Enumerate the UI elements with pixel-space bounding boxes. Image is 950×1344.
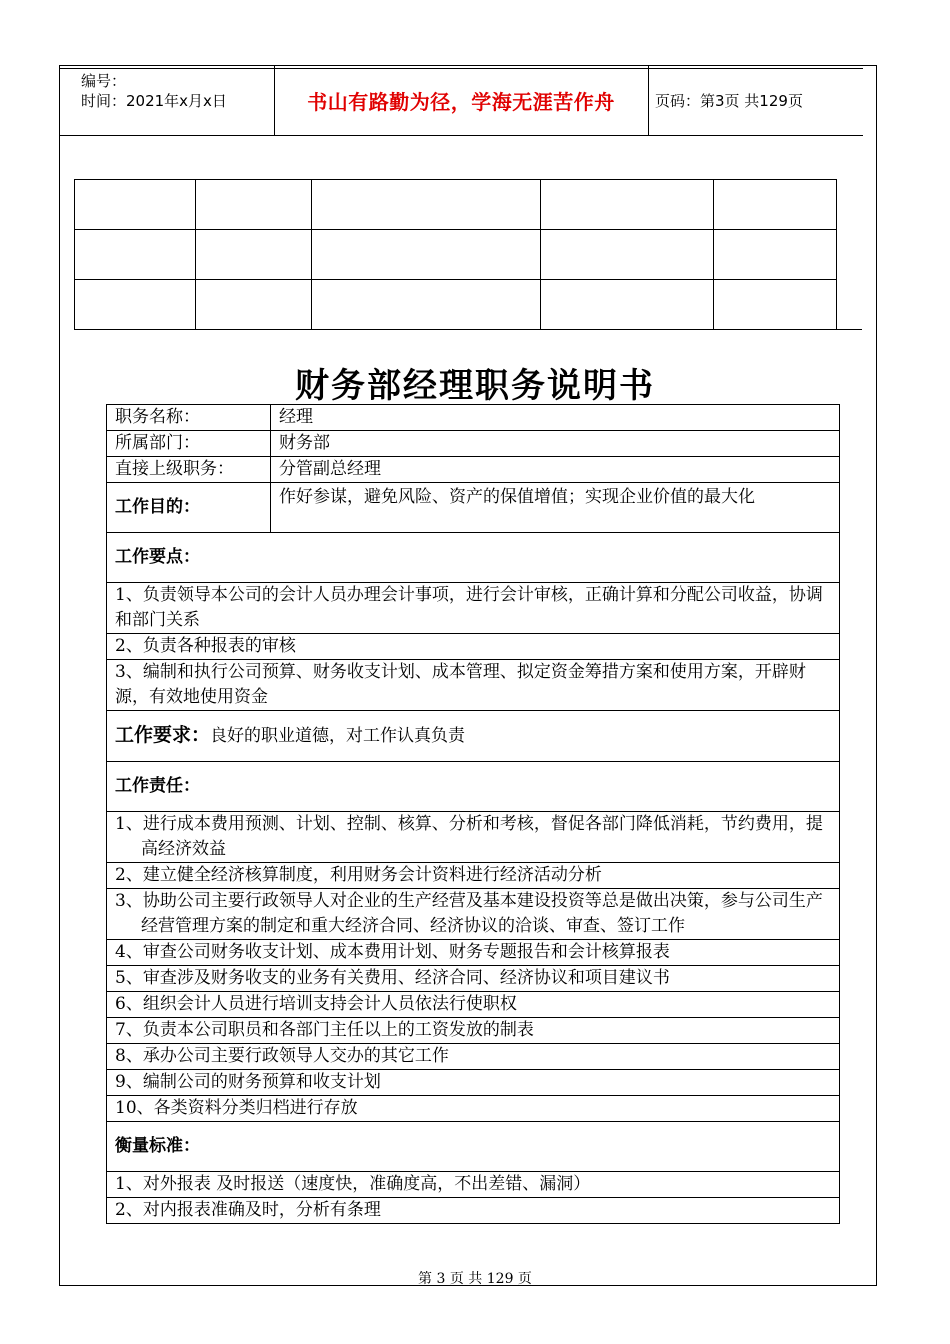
grid-cell [75, 230, 196, 280]
grid-rule-extension [835, 329, 862, 330]
header-divider [648, 65, 649, 136]
page-header [59, 65, 863, 136]
list-item [107, 1070, 840, 1096]
list-item [107, 812, 840, 863]
grid-cell [196, 280, 312, 330]
grid-cell [541, 180, 714, 230]
table-row [107, 431, 840, 457]
duty-2: 2、建立健全经济核算制度，利用财务会计资料进行经济活动分析 [107, 863, 840, 889]
duty-10: 10、各类资料分类归档进行存放 [107, 1096, 840, 1122]
duty-3: 3、协助公司主要行政领导人对企业的生产经营及基本建设投资等总是做出决策，参与公司生产经营管理方案的制定和重大经济合同、经济协议的洽谈、审查、签订工作 [107, 889, 840, 940]
grid-cell [75, 180, 196, 230]
duty-1: 1、进行成本费用预测、计划、控制、核算、分析和考核，督促各部门降低消耗，节约费用，提高经济效益 [107, 812, 840, 863]
key-point-1: 1、负责领导本公司的会计人员办理会计事项，进行会计审核，正确计算和分配公司收益，协调和部门关系 [107, 583, 840, 634]
table-row [107, 405, 840, 431]
list-item [107, 1044, 840, 1070]
list-item [107, 1018, 840, 1044]
list-item [107, 966, 840, 992]
grid-cell [196, 230, 312, 280]
duty-8: 8、承办公司主要行政领导人交办的其它工作 [107, 1044, 840, 1070]
duty-9: 9、编制公司的财务预算和收支计划 [107, 1070, 840, 1096]
list-item [107, 583, 840, 634]
duty-4: 4、审查公司财务收支计划、成本费用计划、财务专题报告和会计核算报表 [107, 940, 840, 966]
purpose-value: 作好参谋，避免风险、资产的保值增值；实现企业价值的最大化 [271, 483, 840, 533]
grid-cell [196, 180, 312, 230]
grid-cell [541, 280, 714, 330]
table-row [107, 1122, 840, 1172]
header-motto: 书山有路勤为径，学海无涯苦作舟 [307, 90, 615, 114]
list-item [107, 1172, 840, 1198]
table-row [107, 483, 840, 533]
position-label: 职务名称： [107, 405, 271, 431]
header-meta [81, 71, 227, 111]
position-value: 经理 [271, 405, 840, 431]
header-page-info: 页码：第3页 共129页 [655, 92, 803, 110]
superior-value: 分管副总经理 [271, 457, 840, 483]
grid-cell [714, 230, 837, 280]
table-row [107, 457, 840, 483]
doc-number-label: 编号： [81, 72, 127, 90]
list-item [107, 660, 840, 711]
duties-heading: 工作责任： [107, 762, 840, 812]
dept-value: 财务部 [271, 431, 840, 457]
grid-cell [312, 230, 541, 280]
superior-label: 直接上级职务： [107, 457, 271, 483]
duty-5: 5、审查涉及财务收支的业务有关费用、经济合同、经济协议和项目建议书 [107, 966, 840, 992]
grid-cell [75, 280, 196, 330]
standard-1: 1、对外报表 及时报送（速度快，准确度高，不出差错、漏洞） [107, 1172, 840, 1198]
grid-cell [714, 180, 837, 230]
page-footer: 第 3 页 共 129 页 [418, 1271, 532, 1287]
grid-cell [714, 280, 837, 330]
requirements-text: 良好的职业道德，对工作认真负责 [210, 726, 466, 746]
list-item [107, 992, 840, 1018]
table-row [107, 533, 840, 583]
job-description-table [106, 404, 840, 1224]
dept-label: 所属部门： [107, 431, 271, 457]
duty-6: 6、组织会计人员进行培训支持会计人员依法行使职权 [107, 992, 840, 1018]
standards-heading: 衡量标准： [107, 1122, 840, 1172]
blank-grid-table [74, 179, 837, 330]
grid-cell [541, 230, 714, 280]
list-item [107, 889, 840, 940]
key-point-2: 2、负责各种报表的审核 [107, 634, 840, 660]
requirements-heading: 工作要求： [115, 724, 211, 746]
grid-cell [312, 180, 541, 230]
key-point-3: 3、编制和执行公司预算、财务收支计划、成本管理、拟定资金筹措方案和使用方案，开辟财源，有效地使用资金 [107, 660, 840, 711]
document-title: 财务部经理职务说明书 [295, 366, 655, 406]
key-points-heading: 工作要点： [107, 533, 840, 583]
list-item [107, 940, 840, 966]
list-item [107, 634, 840, 660]
doc-time: 时间：2021年x月x日 [81, 92, 227, 110]
table-row [107, 762, 840, 812]
table-row [107, 711, 840, 762]
grid-cell [312, 280, 541, 330]
list-item [107, 1096, 840, 1122]
purpose-label: 工作目的： [107, 483, 271, 533]
standard-2: 2、对内报表准确及时，分析有条理 [107, 1198, 840, 1224]
list-item [107, 1198, 840, 1224]
duty-7: 7、负责本公司职员和各部门主任以上的工资发放的制表 [107, 1018, 840, 1044]
list-item [107, 863, 840, 889]
requirements-cell [107, 711, 840, 762]
